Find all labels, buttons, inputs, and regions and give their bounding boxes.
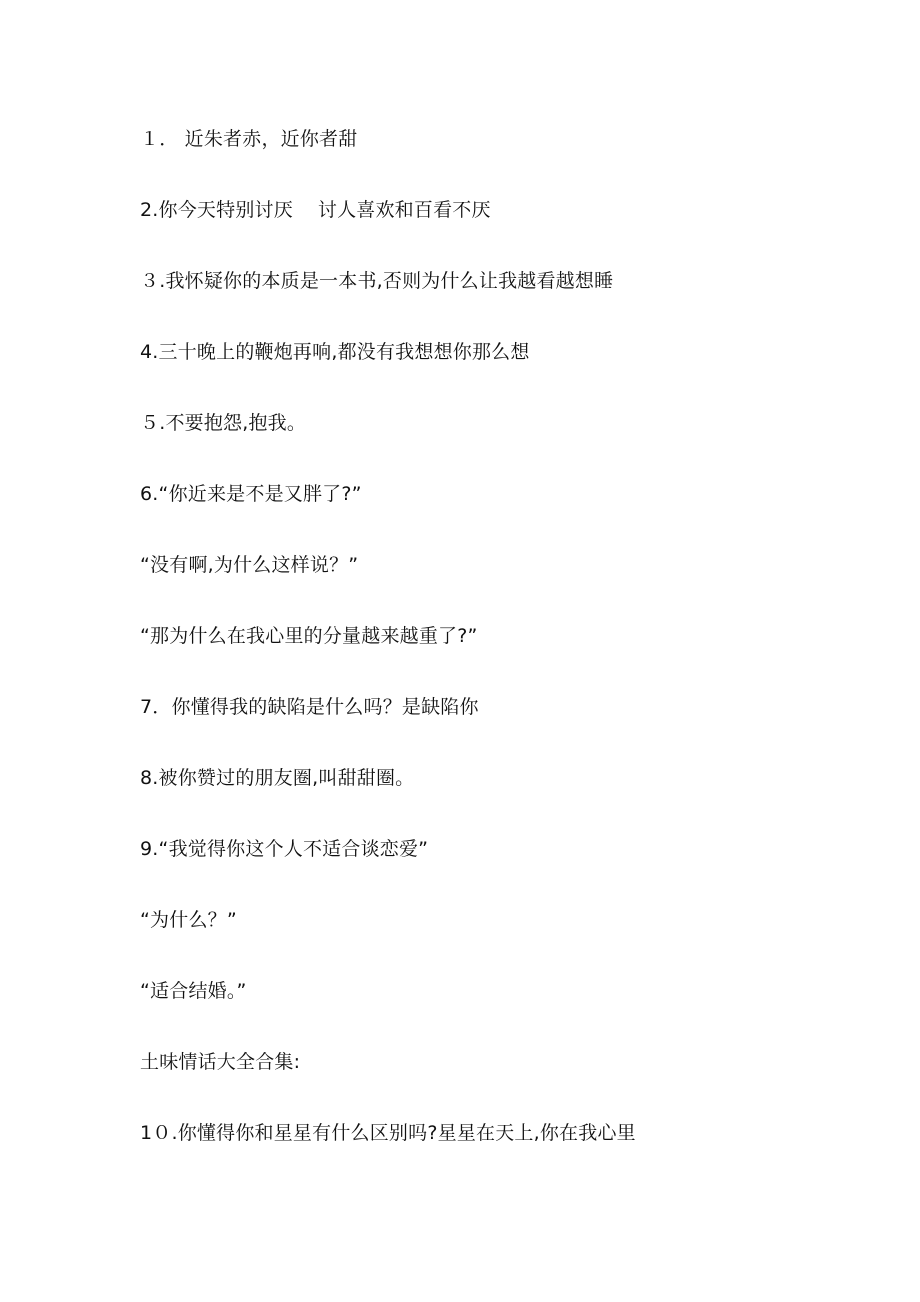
line-6: 6.“你近来是不是又胖了?” [140, 483, 362, 505]
line-11: 9.“我觉得你这个人不适合谈恋爱” [140, 838, 429, 860]
line-15: 1０.你懂得你和星星有什么区别吗?星星在天上,你在我心里 [140, 1122, 636, 1144]
line-9: 7．你懂得我的缺陷是什么吗？是缺陷你 [140, 696, 479, 718]
line-7: “没有啊,为什么这样说？” [140, 554, 359, 576]
section-heading: 土味情话大全合集: [140, 1051, 301, 1073]
line-12: “为什么？” [140, 909, 237, 931]
line-1: １． 近朱者赤，近你者甜 [140, 128, 358, 150]
line-8: “那为什么在我心里的分量越来越重了?” [140, 625, 478, 647]
line-2: 2.你今天特别讨厌 讨人喜欢和百看不厌 [140, 199, 491, 221]
line-3: ３.我怀疑你的本质是一本书,否则为什么让我越看越想睡 [140, 270, 614, 292]
line-10: 8.被你赞过的朋友圈,叫甜甜圈。 [140, 767, 415, 789]
line-4: 4.三十晚上的鞭炮再响,都没有我想想你那么想 [140, 341, 530, 363]
line-5: ５.不要抱怨,抱我。 [140, 412, 307, 434]
line-13: “适合结婚。” [140, 980, 247, 1002]
